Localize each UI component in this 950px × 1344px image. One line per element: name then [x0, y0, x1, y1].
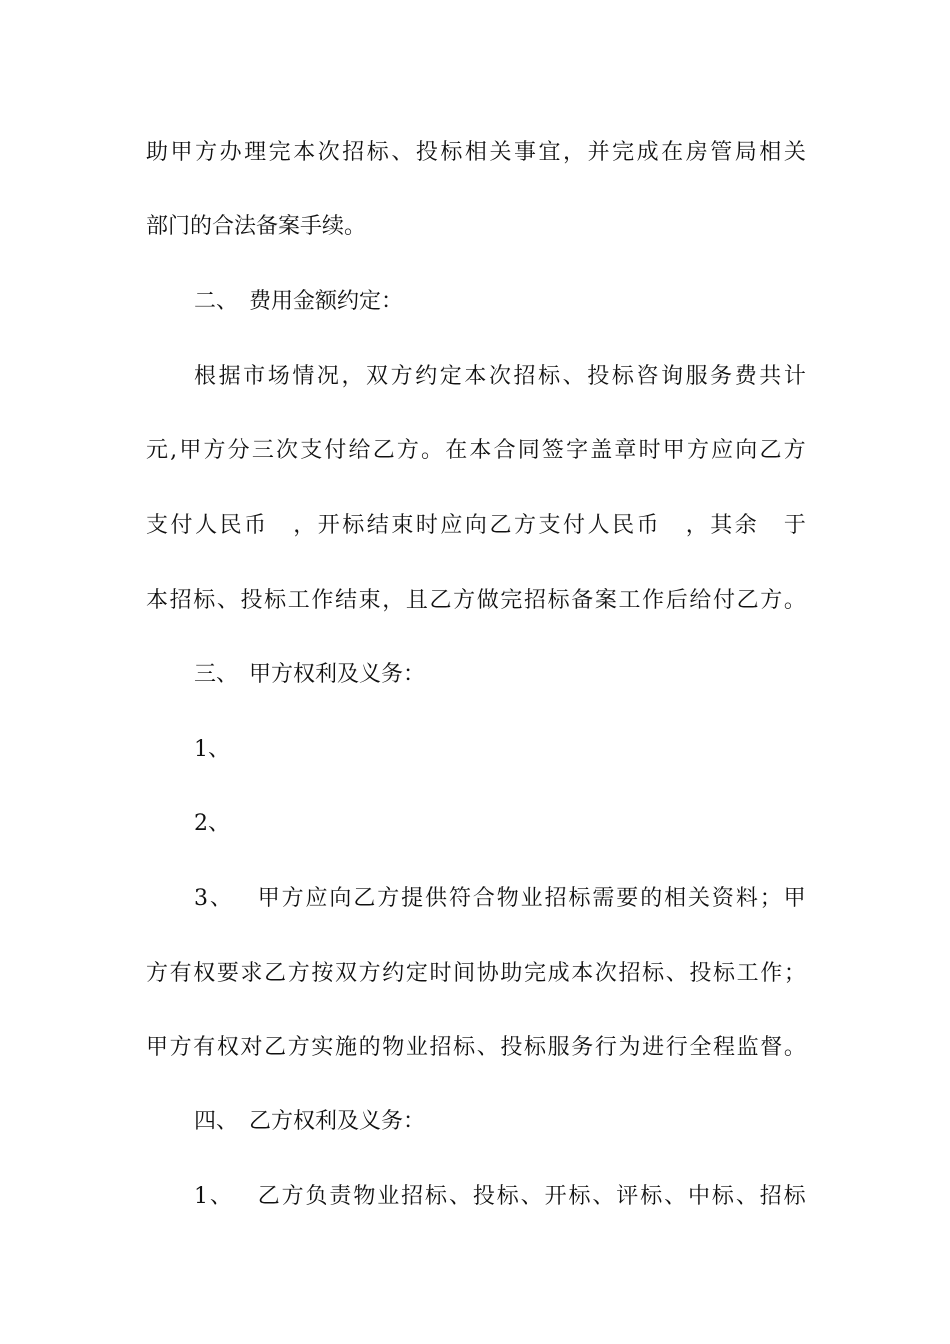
- section-heading-2: 二、 费用金额约定：: [194, 289, 404, 314]
- section-heading-4: 四、 乙方权利及义务：: [194, 1109, 426, 1134]
- paragraph-line-3: 根 据 市 场 情 况 ， 双 方 约 定 本 次 招 标 、 投 标 咨 询 服 务 费 共 计: [194, 364, 806, 389]
- list-item-4: 1 、 乙 方 负 责 物 业 招 标 、 投 标 、 开 标 、 评 标 、 中 标 、 招 标: [194, 1184, 806, 1209]
- paragraph-line-5: 支 付 人 民 币 ， 开 标 结 束 时 应 向 乙 方 支 付 人 民 币 ， 其 余 于: [146, 513, 806, 538]
- list-item-1: 1、: [194, 737, 230, 762]
- list-item-2: 2、: [194, 811, 230, 836]
- paragraph-line-6: 本 招 标 、 投 标 工 作 结 束 ， 且 乙 方 做 完 招 标 备 案 工 作 后 给 付 乙 方 。: [146, 588, 806, 613]
- paragraph-line-4: 元 , 甲 方 分 三 次 支 付 给 乙 方 。 在 本 合 同 签 字 盖 章 时 甲 方 应 向 乙 方: [146, 438, 806, 463]
- paragraph-line-2: 部门的合法备案手续。: [146, 214, 367, 239]
- paragraph-line-7: 方 有 权 要 求 乙 方 按 双 方 约 定 时 间 协 助 完 成 本 次 招 标 、 投 标 工 作 ；: [146, 961, 806, 986]
- paragraph-line-8: 甲 方 有 权 对 乙 方 实 施 的 物 业 招 标 、 投 标 服 务 行 为 进 行 全 程 监 督 。: [146, 1035, 806, 1060]
- section-heading-3: 三、 甲方权利及义务：: [194, 662, 426, 687]
- paragraph-line-1: 助 甲 方 办 理 完 本 次 招 标 、 投 标 相 关 事 宜 ， 并 完 成 在 房 管 局 相 关: [146, 140, 806, 165]
- list-item-3: 3 、 甲 方 应 向 乙 方 提 供 符 合 物 业 招 标 需 要 的 相 关 资 料 ； 甲: [194, 886, 806, 911]
